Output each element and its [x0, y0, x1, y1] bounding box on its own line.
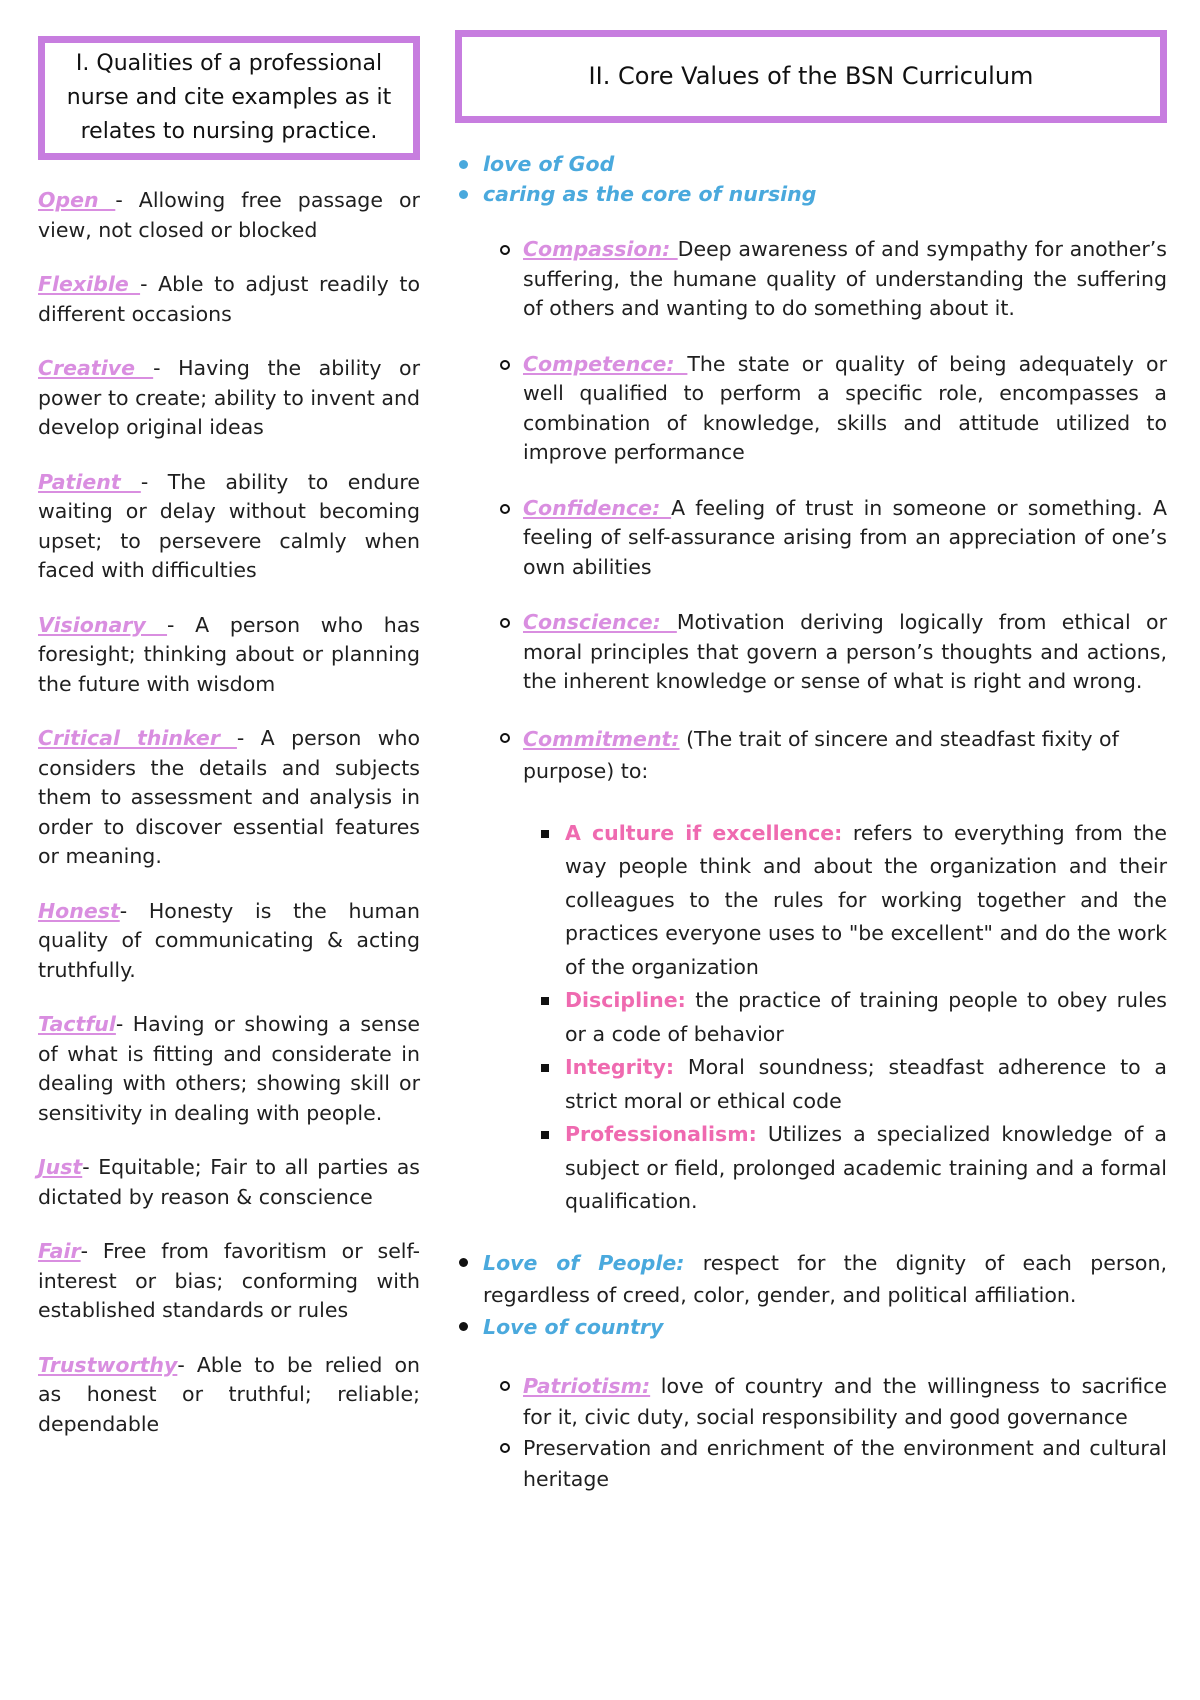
- core-values-list: [455, 149, 1167, 209]
- quality-visionary: Visionary - A person who has foresight; thinking about or planning the future with wisdom: [38, 612, 420, 696]
- caring-item-confidence: Confidence: A feeling of trust in someone or something. A feeling of self-assurance arising from an appreciation of one’s own abilities: [455, 494, 1167, 583]
- commitment-list: [455, 817, 1167, 1219]
- quality-critical-thinker: Critical thinker - A person who considers the details and subjects them to assessment and analysis in order to discover essential features or meaning.: [38, 726, 420, 868]
- left-title: I. Qualities of a professional nurse and cite examples as it relates to nursing practice.: [66, 51, 392, 144]
- commitment-item-discipline: Discipline: the practice of training people to obey rules or a code of behavior: [455, 984, 1167, 1051]
- commitment-item-excellence: A culture if excellence: refers to everything from the way people think and about the organization and their colleagues to the rules for working together and the practices everyone uses to "be excellent" and do the work of the organization: [455, 817, 1167, 985]
- list-item: caring as the core of nursing: [455, 179, 1167, 209]
- caring-item-conscience: Conscience: Motivation deriving logically from ethical or moral principles that govern a person’s thoughts and actions, the inherent knowledge or sense of what is right and wrong.: [455, 608, 1167, 697]
- right-title-box: [455, 30, 1167, 123]
- left-title-box: [38, 36, 420, 160]
- quality-fair: Fair- Free from favoritism or self-interest or bias; conforming with established standards or rules: [38, 1239, 420, 1322]
- commitment-item-professionalism: Professionalism: Utilizes a specialized knowledge of a subject or field, prolonged academic training and a formal qualification.: [455, 1118, 1167, 1219]
- spacer: [455, 697, 1167, 723]
- spacer: [455, 324, 1167, 350]
- love-list: [455, 1247, 1167, 1343]
- country-list: [455, 1371, 1167, 1495]
- left-column: [38, 36, 420, 1439]
- country-item-patriotism: Patriotism: love of country and the willingness to sacrifice for it, civic duty, social responsibility and good governance: [455, 1371, 1167, 1433]
- love-of-country: Love of country: [455, 1311, 1167, 1343]
- list-item: love of God: [455, 149, 1167, 179]
- country-item-preservation: Preservation and enrichment of the environment and cultural heritage: [455, 1433, 1167, 1495]
- quality-trustworthy: Trustworthy- Able to be relied on as honest or truthful; reliable; dependable: [38, 1352, 420, 1436]
- commitment-item-integrity: Integrity: Moral soundness; steadfast adherence to a strict moral or ethical code: [455, 1051, 1167, 1118]
- caring-list: [455, 235, 1167, 787]
- right-title: II. Core Values of the BSN Curriculum: [588, 62, 1034, 90]
- quality-just: Just- Equitable; Fair to all parties as dictated by reason & conscience: [38, 1155, 420, 1209]
- quality-creative: Creative - Having the ability or power to create; ability to invent and develop original ideas: [38, 356, 420, 439]
- spacer: [455, 582, 1167, 608]
- right-column: [455, 30, 1167, 1495]
- caring-item-commitment: Commitment: (The trait of sincere and steadfast fixity of purpose) to:: [455, 723, 1167, 787]
- quality-open: Open - Allowing free passage or view, not closed or blocked: [38, 188, 420, 242]
- love-of-people: Love of People: respect for the dignity of each person, regardless of creed, color, gender, and political affiliation.: [455, 1247, 1167, 1311]
- quality-honest: Honest- Honesty is the human quality of communicating & acting truthfully.: [38, 898, 420, 982]
- spacer: [455, 468, 1167, 494]
- caring-item-compassion: Compassion: Deep awareness of and sympathy for another’s suffering, the humane quality of understanding the suffering of others and wanting to do something about it.: [455, 235, 1167, 324]
- quality-flexible: Flexible - Able to adjust readily to different occasions: [38, 272, 420, 326]
- caring-item-competence: Competence: The state or quality of being adequately or well qualified to perform a specific role, encompasses a combination of knowledge, skills and attitude utilized to improve performance: [455, 350, 1167, 468]
- quality-tactful: Tactful- Having or showing a sense of what is fitting and considerate in dealing with others; showing skill or sensitivity in dealing with people.: [38, 1012, 420, 1125]
- quality-patient: Patient - The ability to endure waiting or delay without becoming upset; to persevere calmly when faced with difficulties: [38, 469, 421, 582]
